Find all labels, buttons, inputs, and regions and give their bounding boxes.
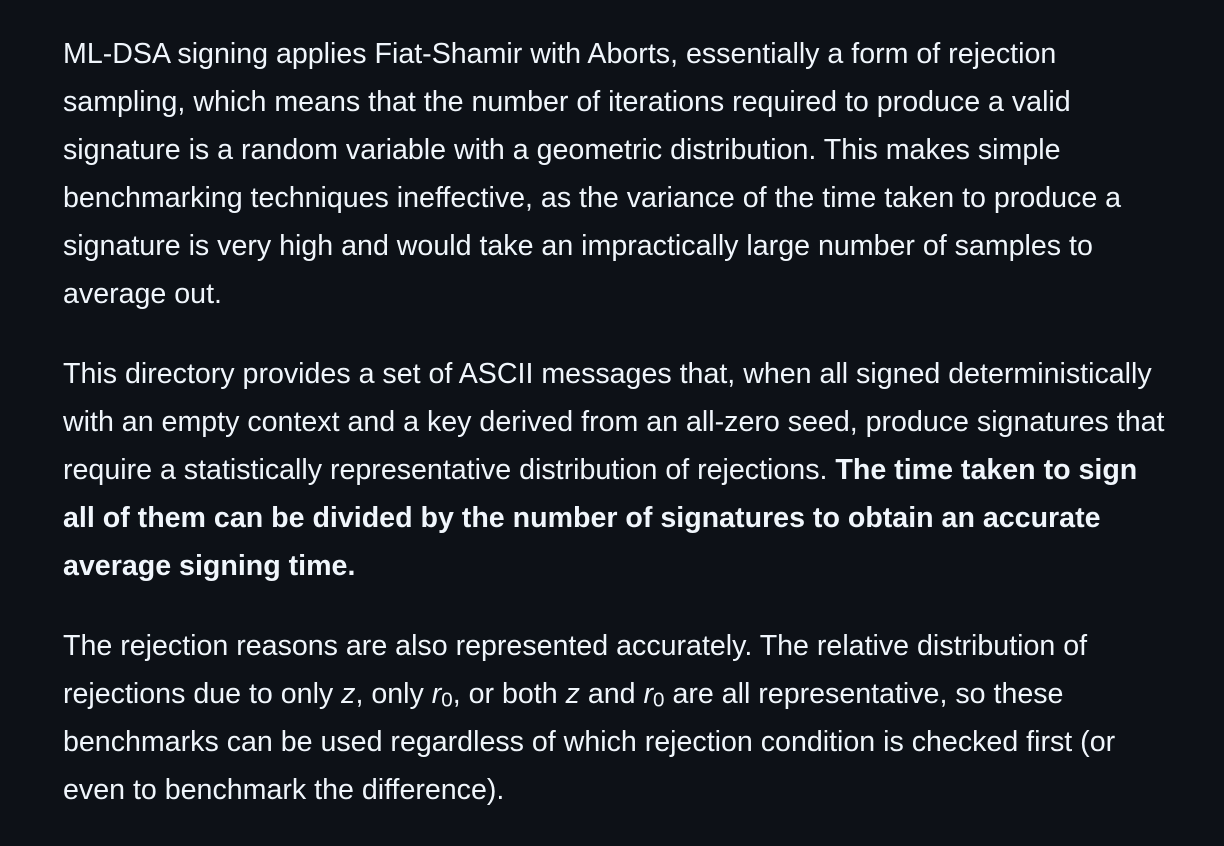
math-variable-r: r [431, 678, 442, 710]
paragraph-text: The rejection reasons are also represented accurately. The relative distribution of rejections due to only [63, 630, 1088, 710]
math-subscript: 0 [653, 688, 665, 712]
bold-emphasis-text: The time taken to sign all of them can be divided by the number of signatures to obtain an accurate average signing time. [63, 454, 1138, 582]
math-variable-r: r [643, 678, 654, 710]
paragraph-text: and [579, 678, 644, 710]
paragraph-text: , only [355, 678, 432, 710]
paragraph-fiat-shamir [63, 30, 1173, 318]
paragraph-ascii-messages [63, 350, 1173, 590]
paragraph-text: are all representative, so these benchmarks can be used regardless of which rejection condition is checked first (or even to benchmark the difference). [63, 678, 1116, 806]
math-variable-z: z [341, 678, 356, 710]
math-variable-z: z [565, 678, 580, 710]
paragraph-text: This directory provides a set of ASCII messages that, when all signed deterministically with an empty context and a key derived from an all-zero seed, produce signatures that require a statistically representative distribution of rejections. [63, 358, 1165, 486]
document-body [63, 30, 1173, 846]
paragraph-text: ML-DSA signing applies Fiat-Shamir with Aborts, essentially a form of rejection sampling, which means that the number of iterations required to produce a valid signature is a random variable with a geometric distribution. This makes simple benchmarking techniques ineffective, as the variance of the time taken to produce a signature is very high and would take an impractically large number of samples to average out. [63, 38, 1122, 310]
math-subscript: 0 [441, 688, 453, 712]
paragraph-rejection-reasons [63, 622, 1173, 814]
paragraph-text: , or both [452, 678, 566, 710]
